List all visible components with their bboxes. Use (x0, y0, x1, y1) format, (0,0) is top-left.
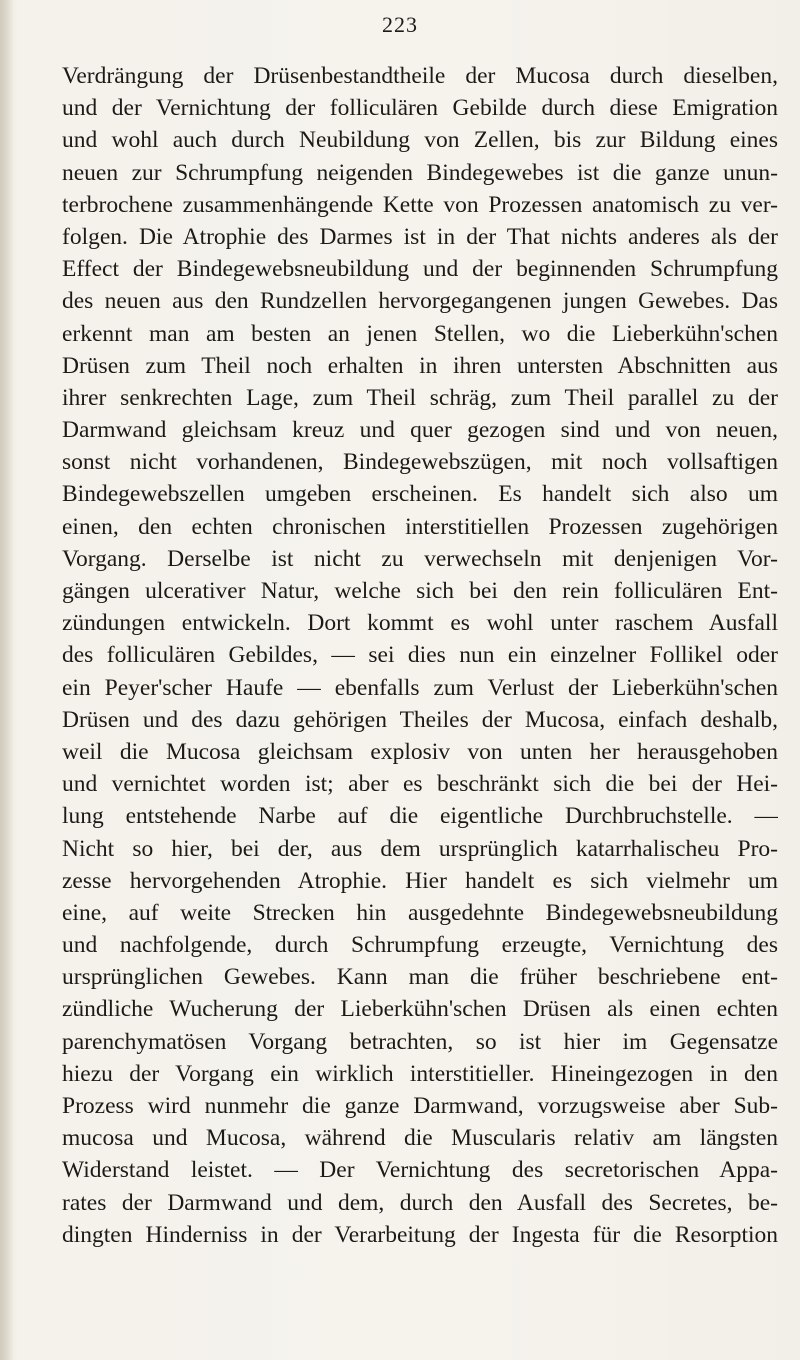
text-line: Widerstand leistet. — Der Vernichtung des secretorischen Appa- (62, 1157, 778, 1184)
text-line: Darmwand gleichsam kreuz und quer gezogen sind und von neuen, (62, 417, 778, 444)
text-line: zündungen entwickeln. Dort kommt es wohl unter raschem Ausfall (62, 610, 778, 637)
text-line: dingten Hinderniss in der Verarbeitung der Ingesta für die Resorption (62, 1221, 778, 1248)
text-line: hiezu der Vorgang ein wirklich interstitieller. Hineingezogen in den (62, 1060, 778, 1087)
text-line: rates der Darmwand und dem, durch den Ausfall des Secretes, be- (62, 1189, 778, 1216)
text-line: des folliculären Gebildes, — sei dies nun ein einzelner Follikel oder (62, 642, 778, 669)
text-line: ursprünglichen Gewebes. Kann man die früher beschriebene ent- (62, 964, 778, 991)
text-line: Vorgang. Derselbe ist nicht zu verwechseln mit denjenigen Vor- (62, 545, 778, 572)
text-line: Bindegewebszellen umgeben erscheinen. Es handelt sich also um (62, 481, 778, 508)
text-line: ein Peyer'scher Haufe — ebenfalls zum Verlust der Lieberkühn'schen (62, 674, 778, 701)
text-line: lung entstehende Narbe auf die eigentliche Durchbruchstelle. — (62, 803, 778, 830)
text-line: einen, den echten chronischen interstitiellen Prozessen zugehörigen (62, 513, 778, 540)
text-line: zündliche Wucherung der Lieberkühn'schen Drüsen als einen echten (62, 996, 778, 1023)
text-line: und nachfolgende, durch Schrumpfung erzeugte, Vernichtung des (62, 932, 778, 959)
text-line: Effect der Bindegewebsneubildung und der beginnenden Schrumpfung (62, 256, 778, 283)
spine-shadow (0, 0, 14, 1360)
text-line: neuen zur Schrumpfung neigenden Bindegewebes ist die ganze unun- (62, 159, 778, 186)
text-line: und der Vernichtung der folliculären Gebilde durch diese Emigration (62, 95, 778, 122)
text-line: gängen ulcerativer Natur, welche sich bei den rein folliculären Ent- (62, 578, 778, 604)
text-line: mucosa und Mucosa, während die Muscularis relativ am längsten (62, 1125, 778, 1152)
text-line: Verdrängung der Drüsenbestandtheile der Mucosa durch dieselben, (62, 63, 778, 89)
page-number: 223 (382, 12, 418, 37)
text-line: erkennt man am besten an jenen Stellen, wo die Lieberkühn'schen (62, 320, 778, 347)
text-line: des neuen aus den Rundzellen hervorgegangenen jungen Gewebes. Das (62, 288, 778, 315)
text-line: sonst nicht vorhandenen, Bindegewebszügen, mit noch vollsaftigen (62, 449, 778, 476)
text-line: eine, auf weite Strecken hin ausgedehnte Bindegewebsneubildung (62, 899, 778, 926)
text-line: weil die Mucosa gleichsam explosiv von unten her herausgehoben (62, 738, 778, 765)
text-line: und wohl auch durch Neubildung von Zellen, bis zur Bildung eines (62, 127, 778, 154)
text-line: terbrochene zusammenhängende Kette von Prozessen anatomisch zu ver- (62, 191, 778, 218)
text-line: parenchymatösen Vorgang betrachten, so ist hier im Gegensatze (62, 1028, 778, 1055)
text-line: Drüsen zum Theil noch erhalten in ihren untersten Abschnitten aus (62, 352, 778, 379)
text-line: und vernichtet worden ist; aber es beschränkt sich die bei der Hei- (62, 771, 778, 798)
text-line: Prozess wird nunmehr die ganze Darmwand, vorzugsweise aber Sub- (62, 1093, 778, 1119)
text-line: zesse hervorgehenden Atrophie. Hier handelt es sich vielmehr um (62, 867, 778, 894)
text-line: folgen. Die Atrophie des Darmes ist in der That nichts anderes als der (62, 223, 778, 250)
text-line: ihrer senkrechten Lage, zum Theil schräg, zum Theil parallel zu der (62, 384, 778, 411)
body-text (62, 60, 778, 1251)
text-line: Nicht so hier, bei der, aus dem ursprünglich katarrhalischeu Pro- (62, 835, 778, 862)
text-line: Drüsen und des dazu gehörigen Theiles der Mucosa, einfach deshalb, (62, 706, 778, 733)
